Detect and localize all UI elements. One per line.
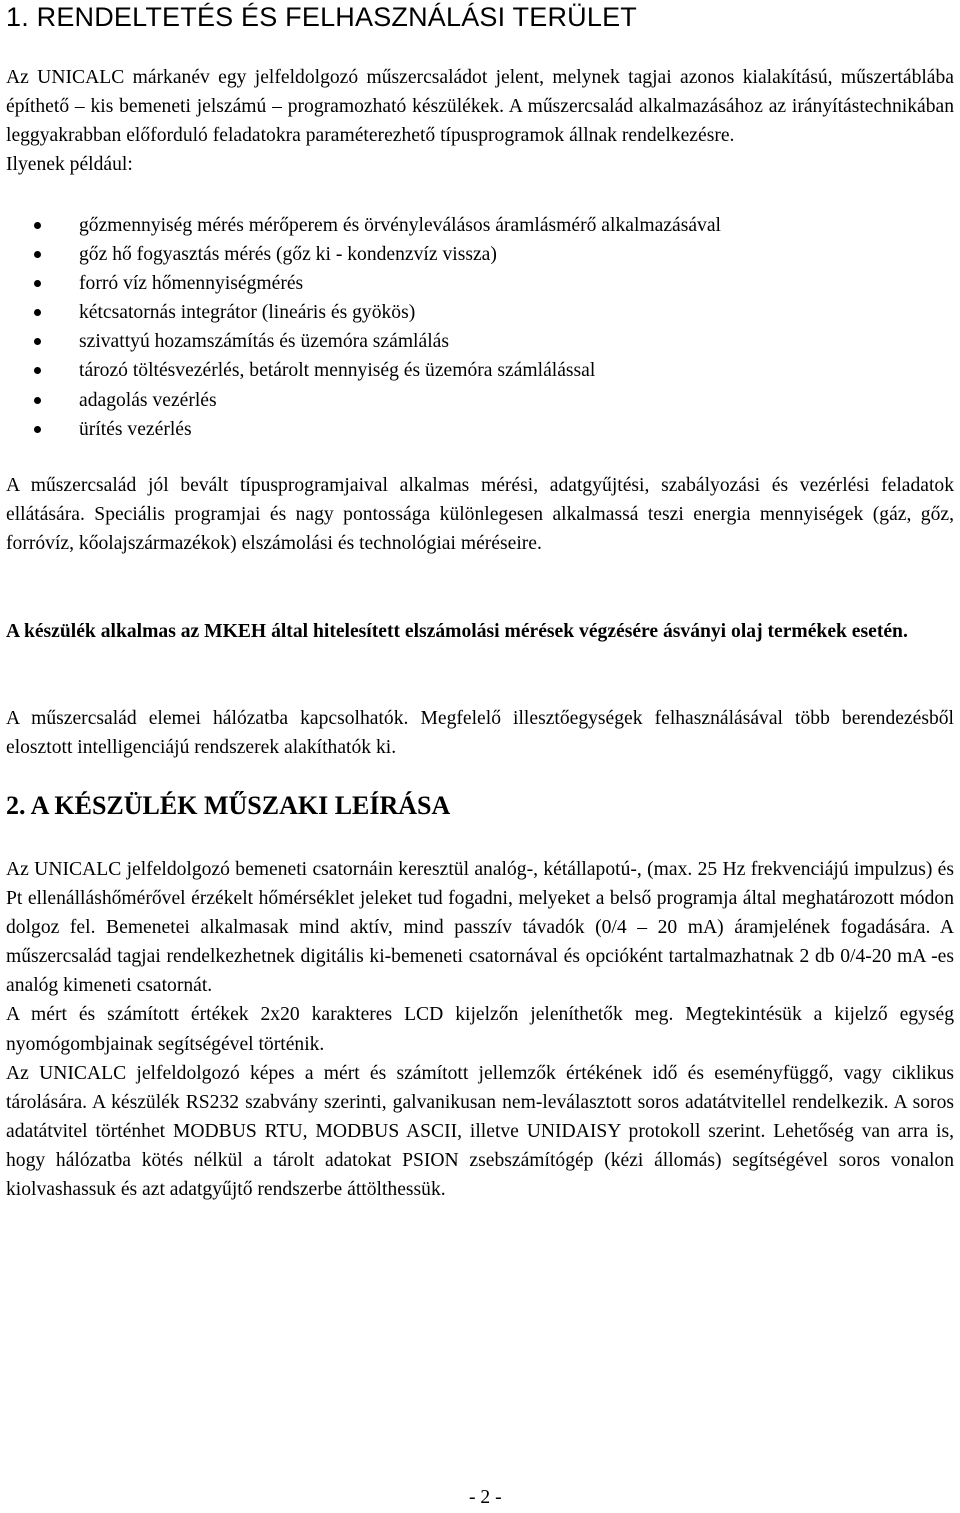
- family-paragraph-block: [6, 471, 954, 558]
- mkeh-paragraph-block: [6, 617, 954, 646]
- bullet-icon: [34, 251, 41, 258]
- bullet-icon: [34, 338, 41, 345]
- mkeh-paragraph: A készülék alkalmas az MKEH által hitelesített elszámolási mérések végzésére ásványi olaj termékek esetén.: [6, 621, 908, 642]
- list-intro: Ilyenek például:: [6, 154, 133, 176]
- bullet-icon: [34, 426, 41, 433]
- bullet-icon: [34, 309, 41, 316]
- bullet-icon: [34, 280, 41, 287]
- list-item: gőzmennyiség mérés mérőperem és örvényleválásos áramlásmérő alkalmazásával: [6, 211, 954, 240]
- intro-paragraph: Az UNICALC márkanév egy jelfeldolgozó műszercsaládot jelent, melynek tagjai azonos kialakítású, műszertáblába építhető – kis bemeneti jelszámú – programozható készülékek. A műszercsalád alkalmazásához az irányítástechnikában leggyakrabban előforduló feladatokra paraméterezhető típusprogramok állnak rendelkezésre.: [6, 67, 954, 147]
- bullet-icon: [34, 397, 41, 404]
- list-item: gőz hő fogyasztás mérés (gőz ki - kondenzvíz vissza): [6, 240, 954, 269]
- storage-paragraph: Az UNICALC jelfeldolgozó képes a mért és számított jellemzők értékének idő és eseményfüggő, vagy ciklikus tárolására. A készülék RS232 szabvány szerinti, galvanikusan nem-leválasztott soros adatátvitellel rendelkezik. A soros adatátvitel történhet MODBUS RTU, MODBUS ASCII, illetve UNIDAISY protokoll szerint. Lehetőség van arra is, hogy hálózatba kötés nélkül a tárolt adatokat PSION zsebszámítógép (kézi állomás) segítségével soros vonalon kiolvashassuk és azt adatgyűjtő rendszerbe áttölthessük.: [6, 1062, 954, 1201]
- list-item: adagolás vezérlés: [6, 386, 954, 415]
- bullet-icon: [34, 222, 41, 229]
- inputs-paragraph: Az UNICALC jelfeldolgozó bemeneti csatornáin keresztül analóg-, kétállapotú-, (max. 25 Hz frekvenciájú impulzus) és Pt ellenálláshőmérővel érzékelt hőmérséklet jeleket tud fogadni, melyeket a belső programja által meghatározott módon dolgoz fel. Bemenetei alkalmasak mind aktív, mind passzív távadók (0/4 – 20 mA) áramjelének fogadására. A műszercsalád tagjai rendelkezhetnek digitális ki-bemeneti csatornával és opcióként tartalmazhatnak 2 db 0/4-20 mA -es analóg kimeneti csatornát.: [6, 859, 954, 997]
- network-paragraph: A műszercsalád elemei hálózatba kapcsolhatók. Megfelelő illesztőegységek felhasználásával több berendezésből elosztott intelligenciájú rendszerek alakíthatók ki.: [6, 708, 954, 759]
- section-2-block: [6, 855, 954, 1204]
- list-item: szivattyú hozamszámítás és üzemóra számlálás: [6, 327, 954, 356]
- list-item: tározó töltésvezérlés, betárolt mennyiség és üzemóra számlálással: [6, 356, 954, 385]
- network-paragraph-block: [6, 704, 954, 762]
- section-1-heading: 1. RENDELTETÉS ÉS FELHASZNÁLÁSI TERÜLET: [6, 2, 637, 32]
- list-item: forró víz hőmennyiségmérés: [6, 269, 954, 298]
- bullet-icon: [34, 367, 41, 374]
- list-item: ürítés vezérlés: [6, 415, 954, 444]
- page-number: - 2 -: [469, 1487, 502, 1508]
- lcd-paragraph: A mért és számított értékek 2x20 karakteres LCD kijelzőn jeleníthetők meg. Megtekintésük a kijelző egység nyomógombjainak segítségével történik.: [6, 1004, 954, 1055]
- section-2-heading: 2. A KÉSZÜLÉK MŰSZAKI LEÍRÁSA: [6, 791, 451, 820]
- list-item: kétcsatornás integrátor (lineáris és gyökös): [6, 298, 954, 327]
- application-list: [6, 211, 954, 444]
- family-paragraph: A műszercsalád jól bevált típusprogramjaival alkalmas mérési, adatgyűjtési, szabályozási és vezérlési feladatok ellátására. Speciális programjai és nagy pontossága különlegesen alkalmassá teszi energia mennyiségek (gáz, gőz, forróvíz, kőolajszármazékok) elszámolási és technológiai méréseire.: [6, 475, 954, 555]
- section-1-intro-block: [6, 63, 954, 179]
